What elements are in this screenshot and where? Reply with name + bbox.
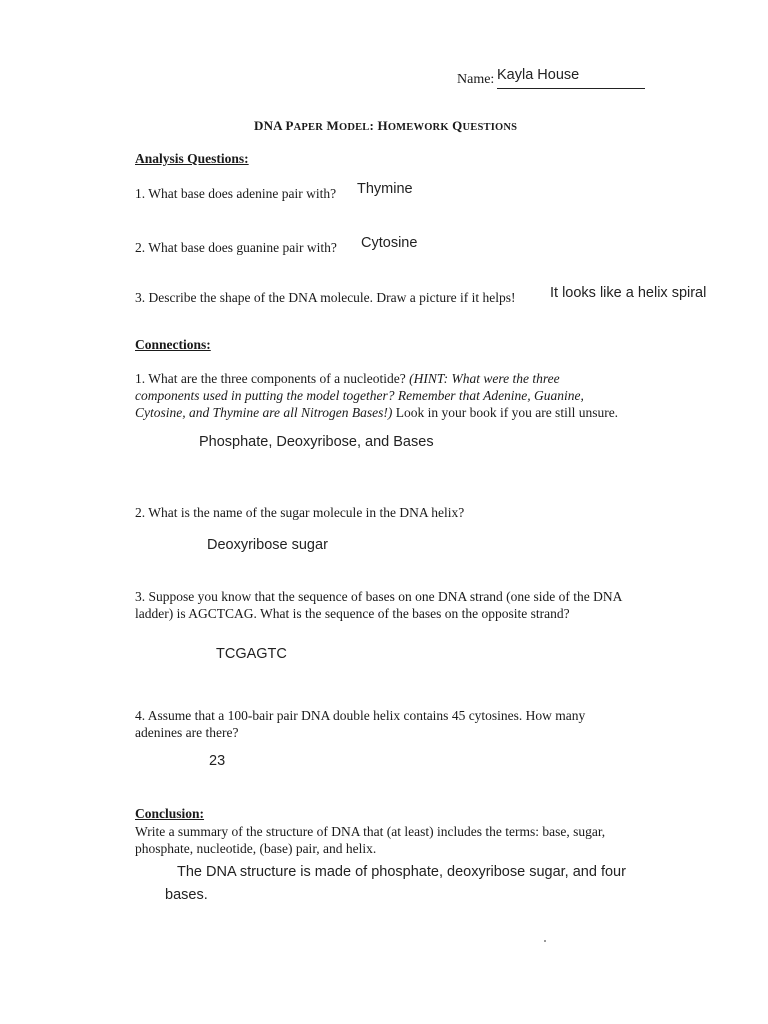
- name-label: Name:: [457, 72, 495, 87]
- connections-answer-4[interactable]: 23: [209, 753, 226, 769]
- analysis-question-2: 2. What base does guanine pair with?: [135, 240, 337, 255]
- name-underline: [497, 74, 645, 89]
- connections-answer-3[interactable]: TCGAGTC: [216, 646, 287, 662]
- conclusion-answer-line-1[interactable]: The DNA structure is made of phosphate, deoxyribose sugar, and four: [177, 864, 626, 880]
- conclusion-answer-line-2[interactable]: bases.: [165, 887, 208, 903]
- analysis-question-3: 3. Describe the shape of the DNA molecule. Draw a picture if it helps!: [135, 290, 516, 305]
- connections-answer-1[interactable]: Phosphate, Deoxyribose, and Bases: [199, 434, 434, 450]
- page-title: DNA PAPER MODEL: HOMEWORK QUESTIONS: [254, 118, 518, 133]
- analysis-heading: Analysis Questions:: [135, 151, 249, 166]
- connections-question-3: 3. Suppose you know that the sequence of bases on one DNA strand (one side of the DNA ladder) is AGCTCAG. What is the sequence of the bases on the opposite strand?: [135, 589, 622, 621]
- analysis-answer-3[interactable]: It looks like a helix spiral: [550, 285, 707, 301]
- analysis-question-1: 1. What base does adenine pair with?: [135, 186, 337, 201]
- connections-answer-2[interactable]: Deoxyribose sugar: [207, 537, 328, 553]
- paper-speck: [544, 940, 546, 942]
- connections-question-2: 2. What is the name of the sugar molecule in the DNA helix?: [135, 505, 465, 520]
- conclusion-prompt: Write a summary of the structure of DNA that (at least) includes the terms: base, sugar, phosphate, nucleotide, (base) pair, and helix.: [135, 824, 606, 856]
- connections-question-4: 4. Assume that a 100-bair pair DNA double helix contains 45 cytosines. How many adenines are there?: [135, 708, 586, 740]
- analysis-answer-2[interactable]: Cytosine: [361, 235, 418, 251]
- connections-heading: Connections:: [135, 337, 211, 352]
- connections-question-1: 1. What are the three components of a nucleotide? (HINT: What were the three components used in putting the model together? Remember that Adenine, Guanine, Cytosine, and Thymine are all Nitrogen Bases!) Look in your book if you are still unsure.: [135, 371, 619, 420]
- name-value[interactable]: Kayla House: [497, 67, 580, 83]
- analysis-answer-1[interactable]: Thymine: [357, 181, 413, 197]
- conclusion-heading: Conclusion:: [135, 806, 205, 821]
